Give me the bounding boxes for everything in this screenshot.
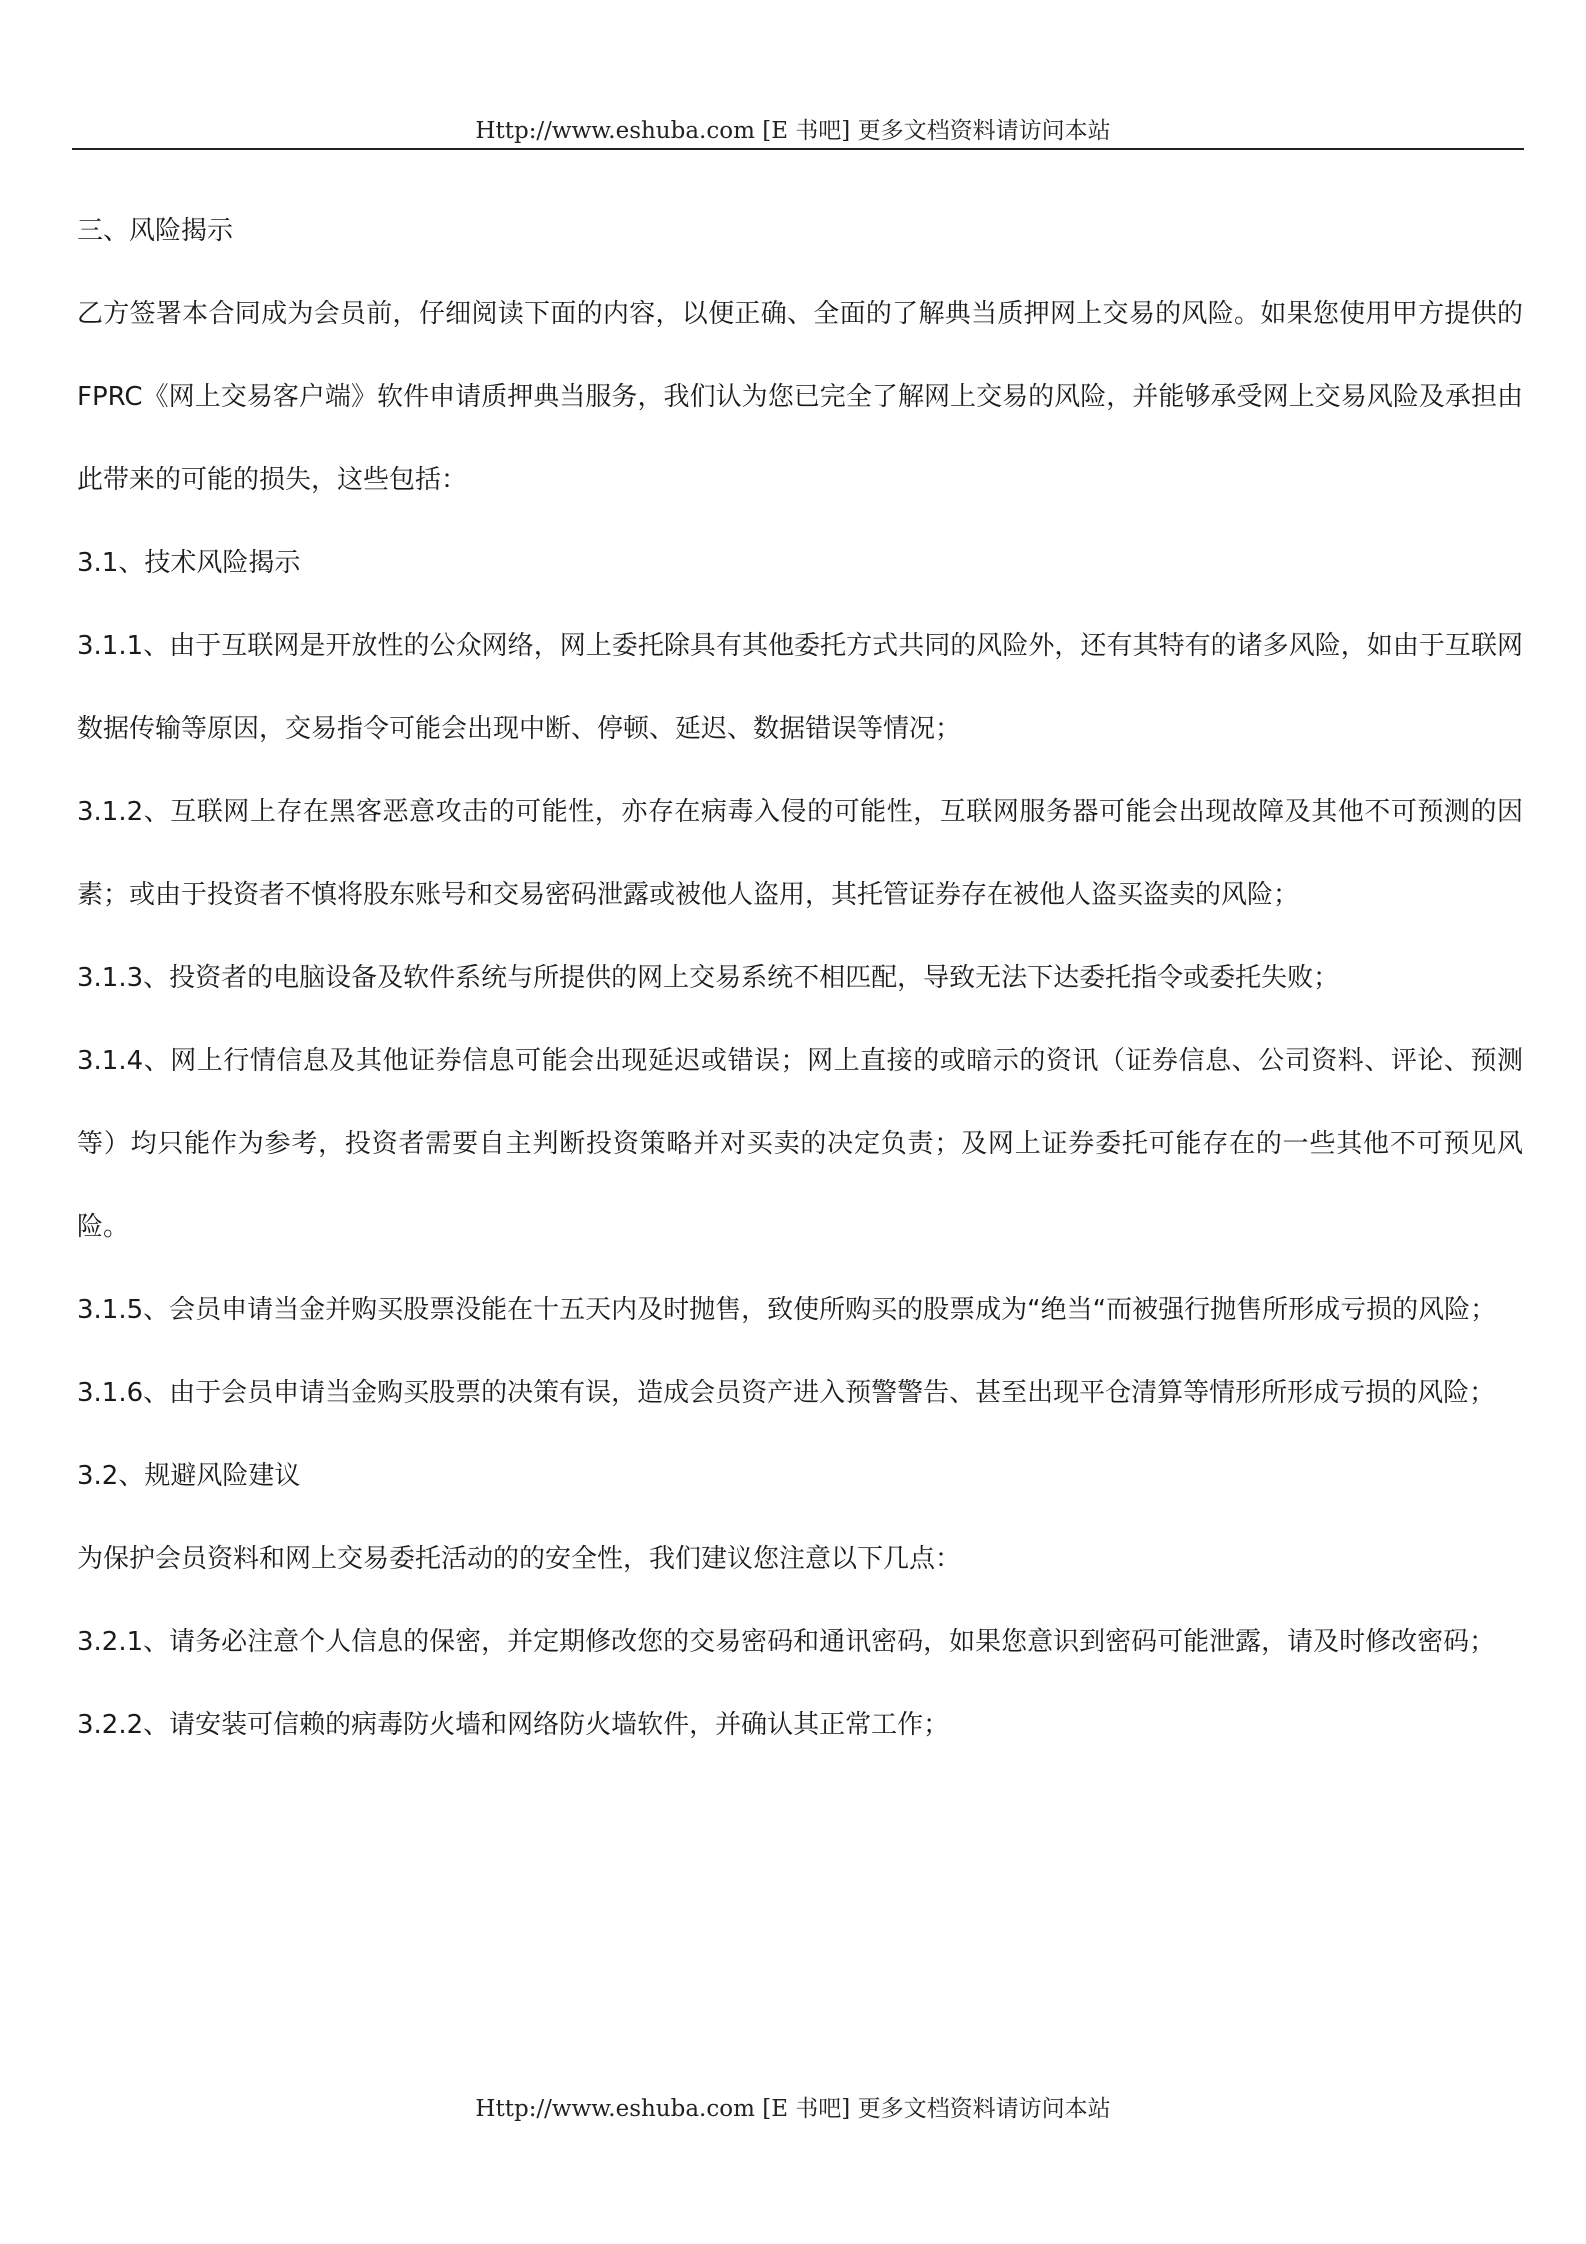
clause-3-2-2: 3.2.2、请安装可信赖的病毒防火墙和网络防火墙软件，并确认其正常工作； — [77, 1710, 950, 1740]
clause-3-1-1: 3.1.1、由于互联网是开放性的公众网络，网上委托除具有其他委托方式共同的风险外，还有其特有的诸多风险，如由于互联网数据传输等原因，交易指令可能会出现中断、停顿、延迟、数据错误等情况； — [77, 631, 1523, 744]
clause-3-1-2: 3.1.2、互联网上存在黑客恶意攻击的可能性，亦存在病毒入侵的可能性，互联网服务器可能会出现故障及其他不可预测的因素；或由于投资者不慎将股东账号和交易密码泄露或被他人盗用，其托管证券存在被他人盗买盗卖的风险； — [77, 797, 1523, 910]
header-divider — [72, 148, 1524, 150]
clause-3-1-6: 3.1.6、由于会员申请当金购买股票的决策有误，造成会员资产进入预警警告、甚至出现平仓清算等情形所形成亏损的风险； — [77, 1378, 1496, 1408]
page-footer: Http://www.eshuba.com [E 书吧] 更多文档资料请访问本站 — [475, 2096, 1111, 2122]
clause-3-2-1: 3.2.1、请务必注意个人信息的保密，并定期修改您的交易密码和通讯密码，如果您意识到密码可能泄露，请及时修改密码； — [77, 1627, 1496, 1657]
clause-3-1-5: 3.1.5、会员申请当金并购买股票没能在十五天内及时抛售，致使所购买的股票成为“绝当“而被强行抛售所形成亏损的风险； — [77, 1295, 1497, 1325]
clause-3-1-3: 3.1.3、投资者的电脑设备及软件系统与所提供的网上交易系统不相匹配，导致无法下达委托指令或委托失败； — [77, 963, 1340, 993]
subsection-heading-risk-avoidance: 3.2、规避风险建议 — [77, 1461, 301, 1491]
section-heading-risk-disclosure: 三、风险揭示 — [77, 216, 234, 246]
intro-paragraph: 乙方签署本合同成为会员前，仔细阅读下面的内容，以便正确、全面的了解典当质押网上交易的风险。如果您使用甲方提供的 FPRC《网上交易客户端》软件申请质押典当服务，我们认为您已完全了解网上交易的风险，并能够承受网上交易风险及承担由此带来的可能的损失，这些包括： — [77, 299, 1523, 495]
page-header: Http://www.eshuba.com [E 书吧] 更多文档资料请访问本站 — [475, 118, 1111, 144]
subsection-heading-technical-risk: 3.1、技术风险揭示 — [77, 548, 301, 578]
clause-3-1-4: 3.1.4、网上行情信息及其他证券信息可能会出现延迟或错误；网上直接的或暗示的资讯（证券信息、公司资料、评论、预测等）均只能作为参考，投资者需要自主判断投资策略并对买卖的决定负责；及网上证券委托可能存在的一些其他不可预见风险。 — [77, 1046, 1523, 1242]
document-body — [77, 190, 1523, 1767]
advice-intro-paragraph: 为保护会员资料和网上交易委托活动的的安全性，我们建议您注意以下几点： — [77, 1544, 962, 1574]
